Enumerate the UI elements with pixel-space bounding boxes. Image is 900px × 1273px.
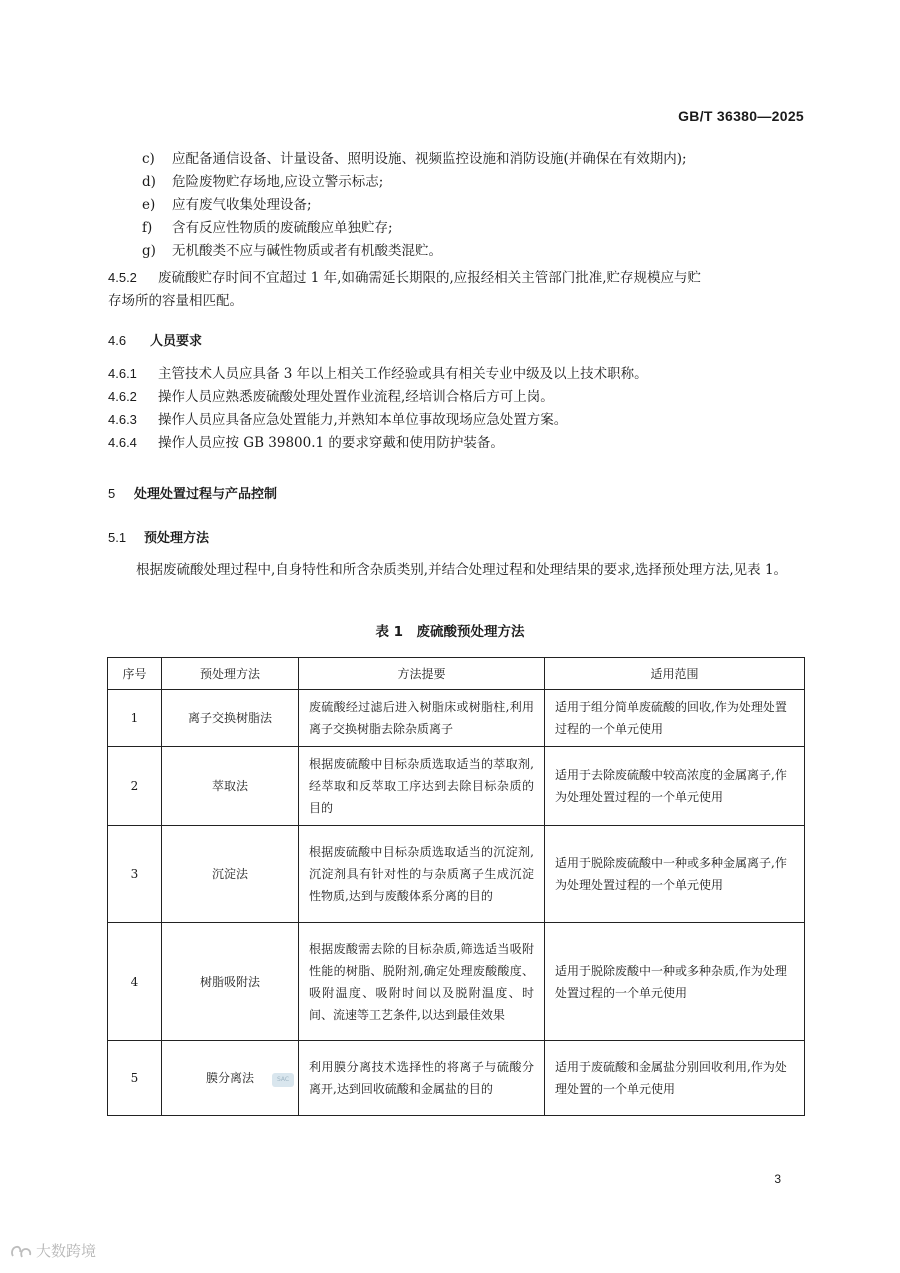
- clause-text: 废硫酸贮存时间不宜超过 1 年,如确需延长期限的,应报经相关主管部门批准,贮存规模应与贮: [158, 270, 702, 286]
- section-title: 处理处置过程与产品控制: [134, 487, 278, 502]
- scope-cell: 适用于去除废硫酸中较高浓度的金属离子,作为处理处置过程的一个单元使用: [545, 747, 805, 826]
- list-letter: f): [142, 220, 153, 236]
- clause-text-continuation: 存场所的容量相匹配。: [108, 293, 243, 309]
- method-cell: 膜分离法: [162, 1041, 299, 1116]
- clause-number: 4.6.2: [108, 389, 137, 404]
- summary-cell: 废硫酸经过滤后进入树脂床或树脂柱,利用离子交换树脂去除杂质离子: [299, 690, 545, 747]
- clause-text: 操作人员应按 GB 39800.1 的要求穿戴和使用防护装备。: [158, 435, 504, 451]
- list-text: 应配备通信设备、计量设备、照明设施、视频监控设施和消防设施(并确保在有效期内);: [172, 151, 687, 167]
- section-title: 人员要求: [150, 334, 203, 349]
- paragraph-5-1: 根据废硫酸处理过程中,自身特性和所含杂质类别,并结合处理过程和处理结果的要求,选择预处理方法,见表 1。: [136, 562, 788, 578]
- watermark-logo-icon: [10, 1244, 32, 1260]
- summary-cell: 根据废硫酸中目标杂质选取适当的沉淀剂,沉淀剂具有针对性的与杂质离子生成沉淀性物质,达到与废酸体系分离的目的: [299, 826, 545, 923]
- list-letter: g): [142, 243, 156, 259]
- section-heading-5: [108, 483, 277, 502]
- table-header-row: [108, 658, 805, 690]
- section-heading-5-1: [108, 527, 209, 546]
- method-cell: 萃取法: [162, 747, 299, 826]
- summary-cell: 根据废酸需去除的目标杂质,筛选适当吸附性能的树脂、脱附剂,确定处理废酸酸度、吸附温度、吸附时间以及脱附温度、时间、流速等工艺条件,以达到最佳效果: [299, 923, 545, 1041]
- header-cell: 序号: [108, 658, 162, 690]
- scope-cell: 适用于废硫酸和金属盐分别回收利用,作为处理处置的一个单元使用: [545, 1041, 805, 1116]
- row-number: 2: [108, 747, 162, 826]
- standard-number: GB/T 36380—2025: [678, 108, 804, 124]
- scope-cell: 适用于脱除废硫酸中一种或多种金属离子,作为处理处置过程的一个单元使用: [545, 826, 805, 923]
- row-number: 4: [108, 923, 162, 1041]
- list-text: 无机酸类不应与碱性物质或者有机酸类混贮。: [172, 243, 442, 259]
- summary-cell: 利用膜分离技术选择性的将离子与硫酸分离开,达到回收硫酸和金属盐的目的: [299, 1041, 545, 1116]
- method-cell: 离子交换树脂法: [162, 690, 299, 747]
- table-title: 表 1 废硫酸预处理方法: [375, 624, 525, 640]
- list-text: 含有反应性物质的废硫酸应单独贮存;: [172, 220, 393, 236]
- section-heading-4-6: [108, 330, 202, 349]
- row-number: 5: [108, 1041, 162, 1116]
- header-cell: 预处理方法: [162, 658, 299, 690]
- row-number: 1: [108, 690, 162, 747]
- table-row: [108, 690, 805, 747]
- table-row: [108, 826, 805, 923]
- row-number: 3: [108, 826, 162, 923]
- section-number: 4.6: [108, 333, 127, 348]
- clause-number: 4.6.3: [108, 412, 137, 427]
- clause-4-5-2: [0, 268, 900, 314]
- table-row: [108, 747, 805, 826]
- list-letter: d): [142, 174, 156, 190]
- scope-cell: 适用于脱除废酸中一种或多种杂质,作为处理处置过程的一个单元使用: [545, 923, 805, 1041]
- clause-number: 4.6.4: [108, 435, 137, 450]
- list-letter: e): [142, 197, 156, 213]
- pretreatment-table: [107, 657, 805, 1116]
- page-number: 3: [774, 1172, 781, 1186]
- table-row: [108, 923, 805, 1041]
- list-text: 危险废物贮存场地,应设立警示标志;: [172, 174, 384, 190]
- clause-text: 操作人员应熟悉废硫酸处理处置作业流程,经培训合格后方可上岗。: [158, 389, 554, 405]
- stamp-icon: SAC: [272, 1073, 294, 1087]
- watermark: [10, 1240, 96, 1261]
- scope-cell: 适用于组分简单废硫酸的回收,作为处理处置过程的一个单元使用: [545, 690, 805, 747]
- header-cell: 方法提要: [299, 658, 545, 690]
- section-number: 5.1: [108, 530, 127, 545]
- section-title: 预处理方法: [144, 531, 210, 546]
- summary-cell: 根据废硫酸中目标杂质选取适当的萃取剂,经萃取和反萃取工序达到去除目标杂质的目的: [299, 747, 545, 826]
- clauses-4-6: [0, 364, 900, 456]
- table-row: [108, 1041, 805, 1116]
- watermark-text: 大数跨境: [36, 1242, 97, 1260]
- list-letter: c): [142, 151, 155, 167]
- section-number: 5: [108, 486, 116, 501]
- list-block: [0, 149, 900, 269]
- method-cell: 树脂吸附法: [162, 923, 299, 1041]
- clause-number: 4.5.2: [108, 270, 137, 285]
- header-cell: 适用范围: [545, 658, 805, 690]
- method-cell: 沉淀法: [162, 826, 299, 923]
- clause-number: 4.6.1: [108, 366, 137, 381]
- clause-text: 主管技术人员应具备 3 年以上相关工作经验或具有相关专业中级及以上技术职称。: [158, 366, 648, 382]
- list-text: 应有废气收集处理设备;: [172, 197, 312, 213]
- clause-text: 操作人员应具备应急处置能力,并熟知本单位事故现场应急处置方案。: [158, 412, 568, 428]
